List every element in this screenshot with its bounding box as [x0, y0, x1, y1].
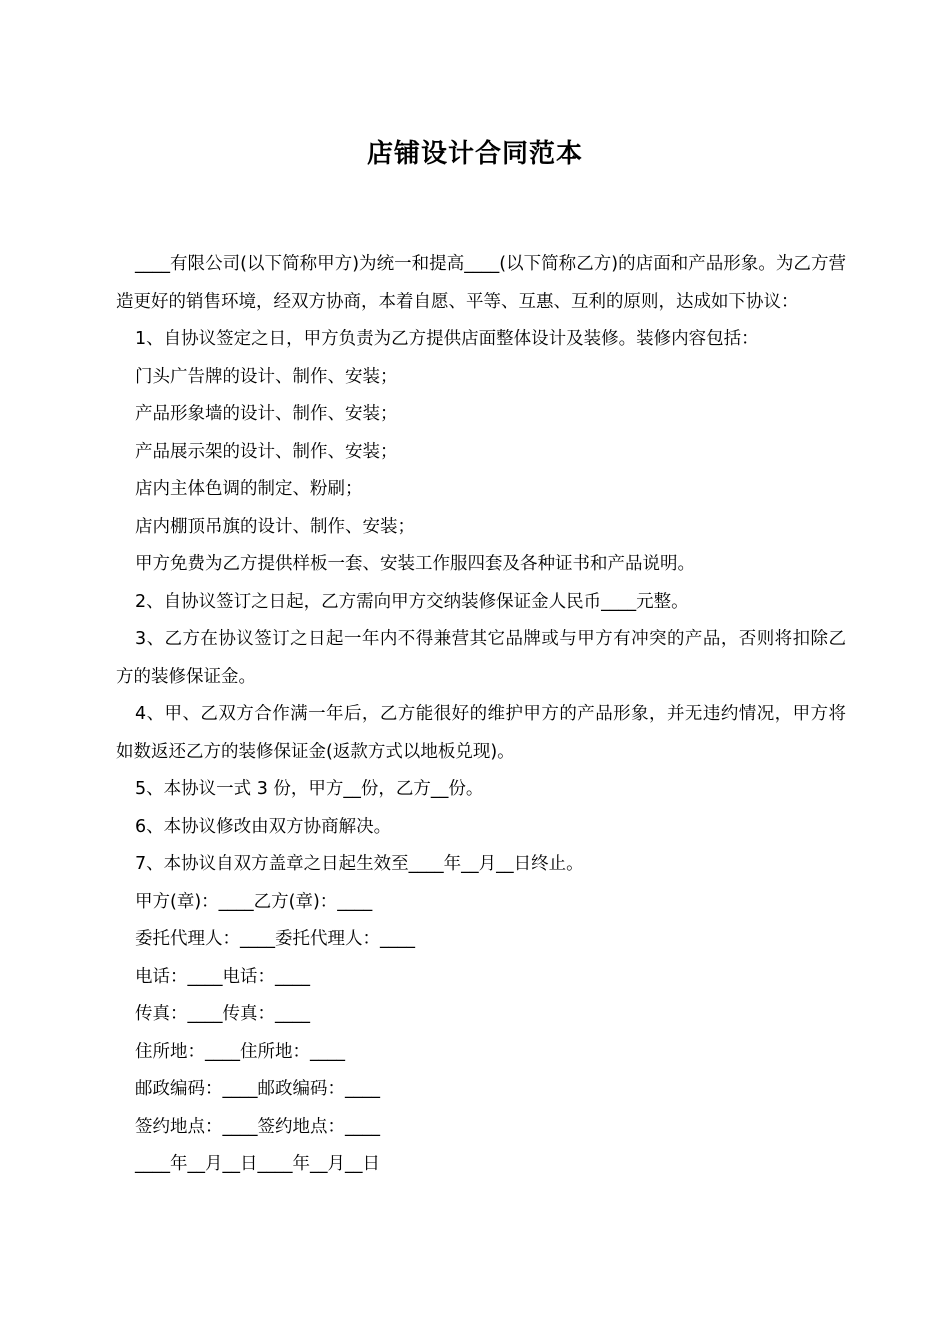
clause-1: 1、自协议签定之日，甲方负责为乙方提供店面整体设计及装修。装修内容包括：	[135, 329, 759, 349]
clause-2: 2、自协议签订之日起，乙方需向甲方交纳装修保证金人民币____元整。	[135, 591, 689, 612]
signature-address-line: 住所地：____住所地：____	[135, 1041, 345, 1062]
signature-postcode-line: 邮政编码：____邮政编码：____	[135, 1079, 380, 1099]
signature-seal-line: 甲方(章)：____乙方(章)：____	[135, 891, 373, 912]
signature-date-line: ____年__月__日____年__月__日	[135, 1154, 380, 1174]
clause-1-item-signboard: 门头广告牌的设计、制作、安装；	[135, 366, 398, 387]
clause-1-free-supplies: 甲方免费为乙方提供样板一套、安装工作服四套及各种证书和产品说明。	[135, 554, 695, 574]
document-title: 店铺设计合同范本	[366, 139, 583, 169]
signature-place-line: 签约地点：____签约地点：____	[135, 1116, 380, 1137]
clause-5: 5、本协议一式 3 份，甲方__份，乙方__份。	[135, 779, 484, 799]
signature-fax-line: 传真：____传真：____	[135, 1004, 310, 1024]
signature-agent-line: 委托代理人：____委托代理人：____	[135, 929, 415, 949]
clause-6: 6、本协议修改由双方协商解决。	[135, 816, 392, 837]
clause-1-item-image-wall: 产品形象墙的设计、制作、安装；	[135, 404, 398, 424]
clause-1-item-color-tone: 店内主体色调的制定、粉刷；	[135, 479, 363, 499]
clause-1-item-display-rack: 产品展示架的设计、制作、安装；	[135, 441, 398, 462]
clause-3: 3、乙方在协议签订之日起一年内不得兼营其它品牌或与甲方有冲突的产品，否则将扣除乙方的装修保证金。	[116, 629, 846, 687]
clause-7: 7、本协议自双方盖章之日起生效至____年__月__日终止。	[135, 854, 584, 874]
document-body	[116, 246, 846, 1184]
intro-paragraph: ____有限公司(以下简称甲方)为统一和提高____(以下简称乙方)的店面和产品形象。为乙方营造更好的销售环境，经双方协商，本着自愿、平等、互惠、互利的原则，达成如下协议：	[116, 254, 846, 312]
signature-phone-line: 电话：____电话：____	[135, 966, 310, 987]
clause-1-item-ceiling-flag: 店内棚顶吊旗的设计、制作、安装；	[135, 516, 415, 537]
clause-4: 4、甲、乙双方合作满一年后，乙方能很好的维护甲方的产品形象，并无违约情况，甲方将如数返还乙方的装修保证金(返款方式以地板兑现)。	[116, 704, 846, 762]
